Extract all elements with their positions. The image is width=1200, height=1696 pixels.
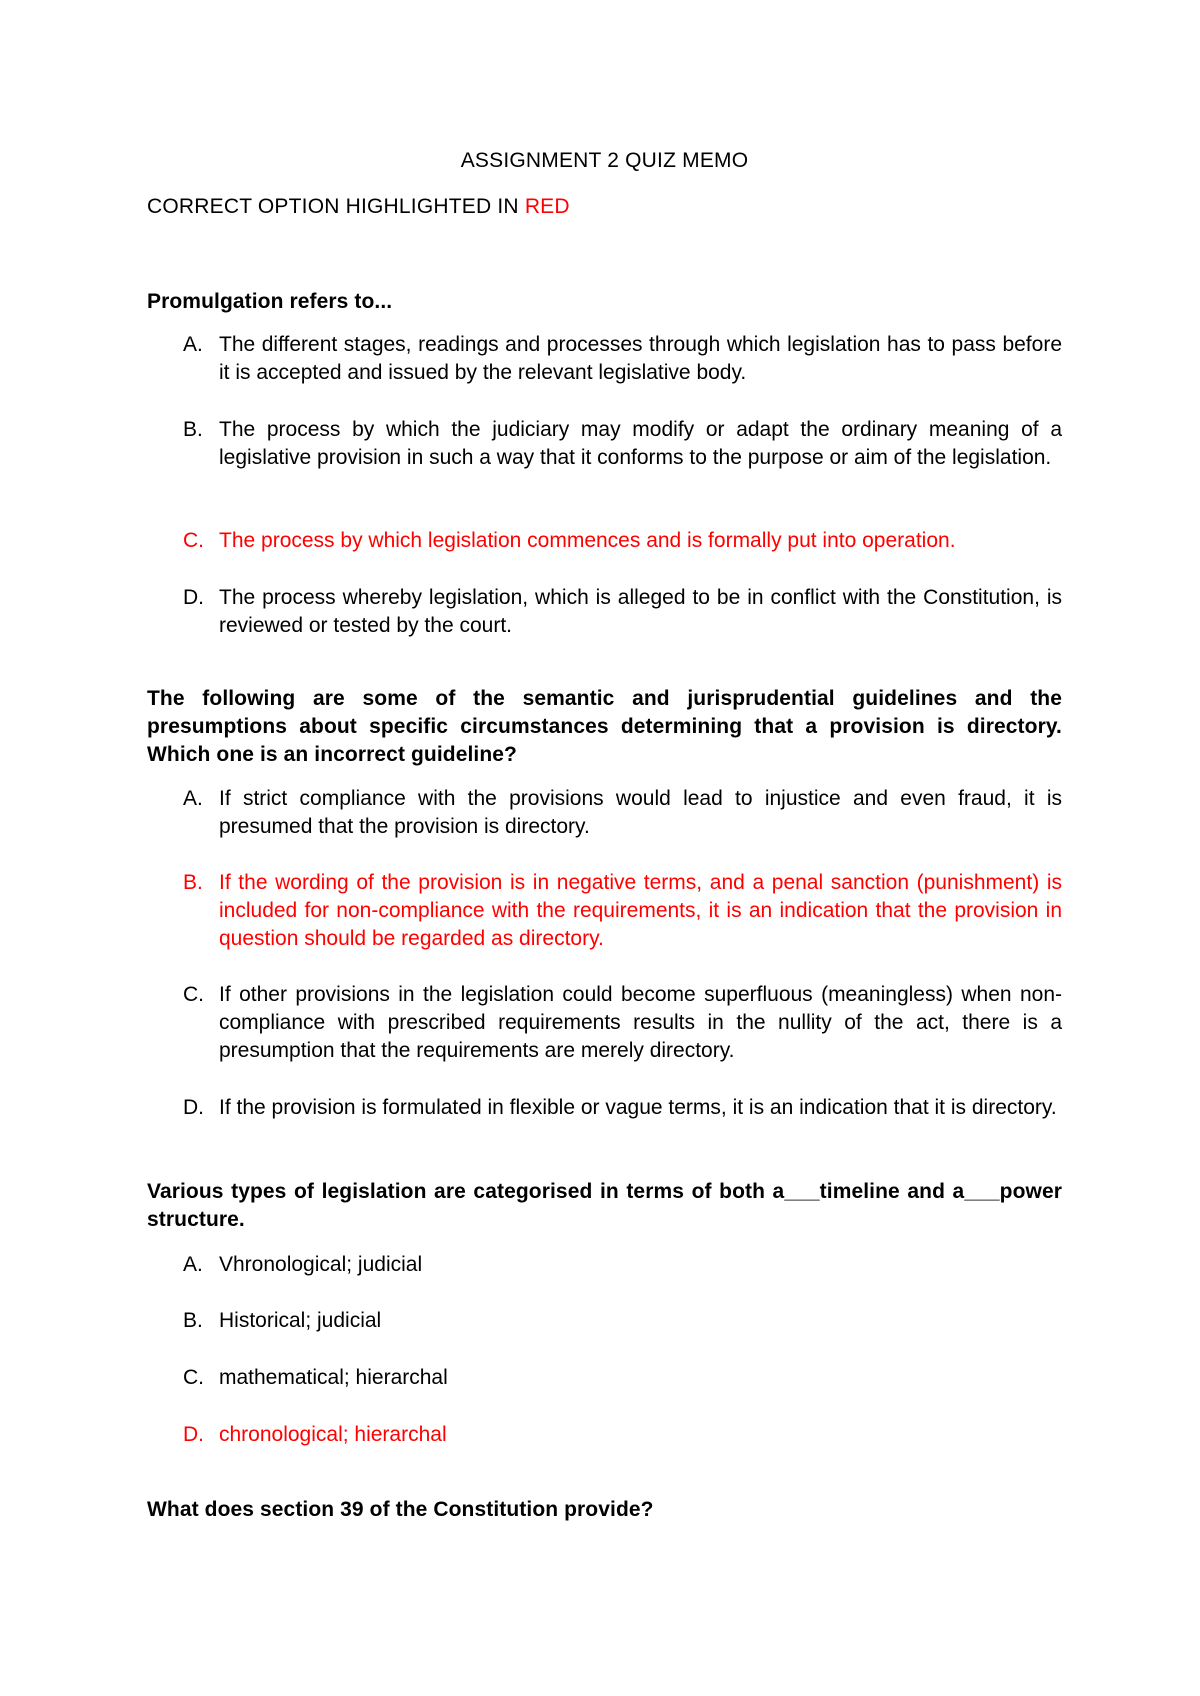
option-letter: A. <box>183 333 203 356</box>
option-text: If the wording of the provision is in negative terms, and a penal sanction (punishment) is included for non-compliance with the requirements, it is an indication that the provision in question should be regarded as directory. <box>219 871 1062 950</box>
option-text: The different stages, readings and processes through which legislation has to pass before it is accepted and issued by the relevant legislative body. <box>219 333 1062 384</box>
q3-option-c <box>183 1364 1062 1392</box>
q2-option-b-correct <box>183 869 1062 953</box>
q1-option-d <box>183 584 1062 640</box>
question-1: Promulgation refers to... <box>147 290 393 313</box>
option-text: The process by which legislation commences and is formally put into operation. <box>219 529 956 552</box>
q3-option-d-correct <box>183 1421 1062 1449</box>
option-text: Vhronological; judicial <box>219 1253 423 1276</box>
option-letter: C. <box>183 529 204 552</box>
option-letter: A. <box>183 1253 203 1276</box>
q2-option-d <box>183 1094 1062 1122</box>
q2-option-a <box>183 785 1062 841</box>
option-text: If other provisions in the legislation could become superfluous (meaningless) when non-compliance with prescribed requirements results in the nullity of the act, there is a presumption that the requirements are merely directory. <box>219 983 1062 1062</box>
option-text: mathematical; hierarchal <box>219 1366 448 1389</box>
q1-option-b <box>183 416 1062 472</box>
option-text: chronological; hierarchal <box>219 1423 447 1446</box>
option-letter: D. <box>183 586 204 609</box>
option-letter: C. <box>183 983 204 1006</box>
option-text: If strict compliance with the provisions would lead to injustice and even fraud, it is presumed that the provision is directory. <box>219 787 1062 838</box>
q2-option-c <box>183 981 1062 1065</box>
option-text: Historical; judicial <box>219 1309 382 1332</box>
option-letter: B. <box>183 418 203 441</box>
option-letter: B. <box>183 871 203 894</box>
option-text: The process whereby legislation, which is alleged to be in conflict with the Constitution, is reviewed or tested by the court. <box>219 586 1062 637</box>
option-letter: B. <box>183 1309 203 1332</box>
q1-option-a <box>183 331 1062 387</box>
option-letter: A. <box>183 787 203 810</box>
option-text: If the provision is formulated in flexible or vague terms, it is an indication that it is directory. <box>219 1096 1057 1119</box>
question-2: The following are some of the semantic and jurisprudential guidelines and the presumptions about specific circumstances determining that a provision is directory. Which one is an incorrect guideline? <box>147 687 1062 766</box>
option-letter: D. <box>183 1096 204 1119</box>
page-title: ASSIGNMENT 2 QUIZ MEMO <box>460 149 749 172</box>
subtitle-text: CORRECT OPTION HIGHLIGHTED IN <box>147 195 525 218</box>
page-subtitle <box>147 194 570 220</box>
question-3: Various types of legislation are categorised in terms of both a___timeline and a___power structure. <box>147 1180 1062 1231</box>
q1-option-c-correct <box>183 527 1062 555</box>
q3-option-b <box>183 1307 1062 1335</box>
question-4: What does section 39 of the Constitution provide? <box>147 1498 654 1521</box>
option-letter: D. <box>183 1423 204 1446</box>
option-letter: C. <box>183 1366 204 1389</box>
option-text: The process by which the judiciary may modify or adapt the ordinary meaning of a legislative provision in such a way that it conforms to the purpose or aim of the legislation. <box>219 418 1062 469</box>
q3-option-a <box>183 1251 1062 1279</box>
subtitle-highlight: RED <box>524 195 570 218</box>
